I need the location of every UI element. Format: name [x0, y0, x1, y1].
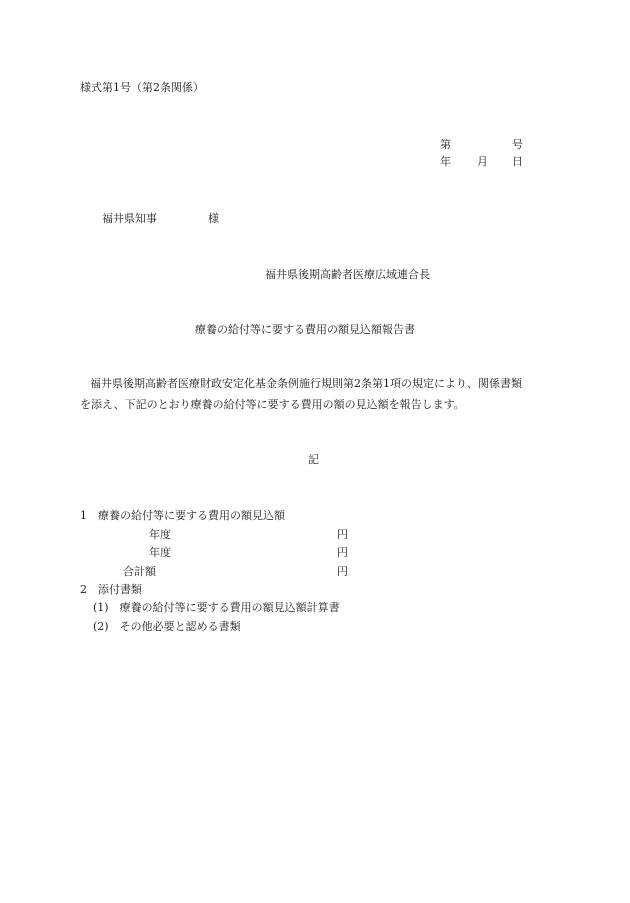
body-text-line-2: を添え、下記のとおり療養の給付等に要する費用の額の見込額を報告します。	[80, 398, 465, 411]
amount-row-1-label: 年度	[149, 528, 171, 541]
document-title: 療養の給付等に要する費用の額見込額報告書	[195, 323, 415, 336]
amount-total-unit: 円	[337, 565, 348, 578]
sender-name: 福井県後期高齢者医療広域連合長	[265, 268, 430, 281]
date-day-label: 日	[512, 155, 523, 168]
ki-heading: 記	[308, 453, 319, 466]
body-text-line-1: 福井県後期高齢者医療財政安定化基金条例施行規則第2条第1項の規定により、関係書類	[90, 377, 522, 390]
amount-row-2-label: 年度	[149, 546, 171, 559]
form-number: 様式第1号（第2条関係）	[80, 81, 204, 94]
date-month-label: 月	[477, 155, 488, 168]
section-2-heading: 2 添付書類	[80, 583, 142, 596]
section-1-heading: 1 療養の給付等に要する費用の額見込額	[80, 509, 285, 522]
amount-total-label: 合計額	[123, 565, 156, 578]
document-number-suffix: 号	[512, 138, 523, 151]
document-number-prefix: 第	[440, 138, 451, 151]
attachment-item-2: (2) その他必要と認める書類	[93, 620, 241, 633]
attachment-item-1: (1) 療養の給付等に要する費用の額見込額計算書	[93, 601, 340, 614]
amount-row-1-unit: 円	[337, 528, 348, 541]
addressee-name: 福井県知事	[102, 212, 157, 225]
addressee-honorific: 様	[208, 212, 219, 225]
date-year-label: 年	[440, 155, 451, 168]
amount-row-2-unit: 円	[337, 546, 348, 559]
